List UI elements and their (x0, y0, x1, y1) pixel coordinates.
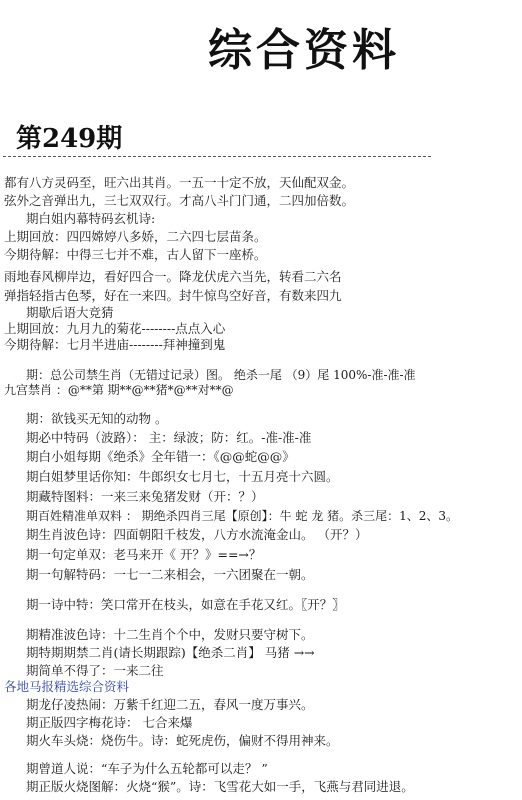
text-line: 期白姐梦里话你知：牛郎织女七月七，十五月亮十六圆。 (26, 469, 339, 484)
text-line: 期百姓精准单双料 ： 期绝杀四肖三尾【原创】：牛 蛇 龙 猪。杀三尾：1、2、3。 (26, 509, 458, 523)
text-line: 期歇后语大竞猜 (26, 305, 114, 320)
text-line: 期必中特码（波路）： 主：绿波；防：红。-准-准-准 (26, 430, 312, 445)
text-line: 期白小姐每期《绝杀》全年错一：《@@蛇@@》 (26, 449, 295, 464)
section-heading: 各地马报精选综合资料 (4, 679, 130, 694)
text-line: 期正版四字梅花诗： 七合来爆 (26, 715, 193, 730)
text-line: 九宫禁肖 ：@**第 期**@**猪*@**对**@ (4, 383, 234, 397)
text-line: 上期回放：四四嫦婷八多娇，二六四七层苗条。 (4, 229, 267, 244)
text-line: 期特期期禁二肖(请长期跟踪)【绝杀二肖】 马猪 →→ (26, 645, 315, 660)
text-line: 期火车头烧：烧伤牛。诗：蛇死虎伤，偏财不得用神来。 (26, 733, 339, 748)
text-line: 期：欲钱买无知的动物 。 (26, 411, 168, 426)
dashed-divider (3, 156, 431, 157)
text-line: 期一句定单双：老马来开《 开？》==→？ (26, 547, 262, 562)
text-line: 上期回放：九月九的菊花--------点点入心 (4, 321, 226, 336)
text-line: 都有八方灵码至，旺六出其肖。一五一十定不放，天仙配双金。 (4, 175, 355, 190)
text-line: 期生肖波色诗：四面朝阳千枝发，八方水流淹金山。 （开？） (26, 527, 368, 542)
text-line: 期藏特图料：一来三来兔猪发财（开：？） (26, 489, 264, 504)
document-title: 综合资料 (208, 25, 400, 76)
text-line: 今期待解：中得三七并不难，古人留下一座桥。 (4, 247, 267, 262)
text-line: 期一句解特码：一七一二来相会，一六团聚在一朝。 (26, 567, 314, 582)
text-line: 期精准波色诗：十二生肖个个中，发财只要守树下。 (26, 627, 314, 642)
text-line: 期正版火烧图解：火烧“猴”。诗：飞雪花大如一手，飞燕与君同进退。 (26, 779, 414, 794)
text-line: 期龙仔凌热闹：万紫千红迎二五，春风一度万事兴。 (26, 697, 314, 712)
text-line: 期曾道人说：“车子为什么五轮都可以走？ ” (26, 761, 268, 776)
text-line: 弹指轻指古色琴，好在一来四。封牛惊鸟空好音，有数来四九 (4, 288, 342, 303)
issue-number: 第249期 (16, 124, 123, 154)
text-line: 雨地春风柳岸边，看好四合一。降龙伏虎六当先，转看二六名 (4, 269, 342, 284)
text-line: 期简单不得了：一来二往 (26, 663, 164, 678)
text-line: 弦外之音弹出九，三七双双行。才高八斗门门通，二四加倍数。 (4, 193, 355, 208)
text-line: 期一诗中特：笑口常开在枝头，如意在手花又红。〖开？〗 (26, 597, 345, 612)
text-line: 今期待解：七月半进庙--------拜神撞到鬼 (4, 337, 226, 352)
text-line: 期白姐内幕特码玄机诗: (26, 211, 156, 226)
text-line: 期：总公司禁生肖（无错过记录）图。 绝杀一尾 （9）尾 100%-准-准-准 (26, 368, 416, 382)
